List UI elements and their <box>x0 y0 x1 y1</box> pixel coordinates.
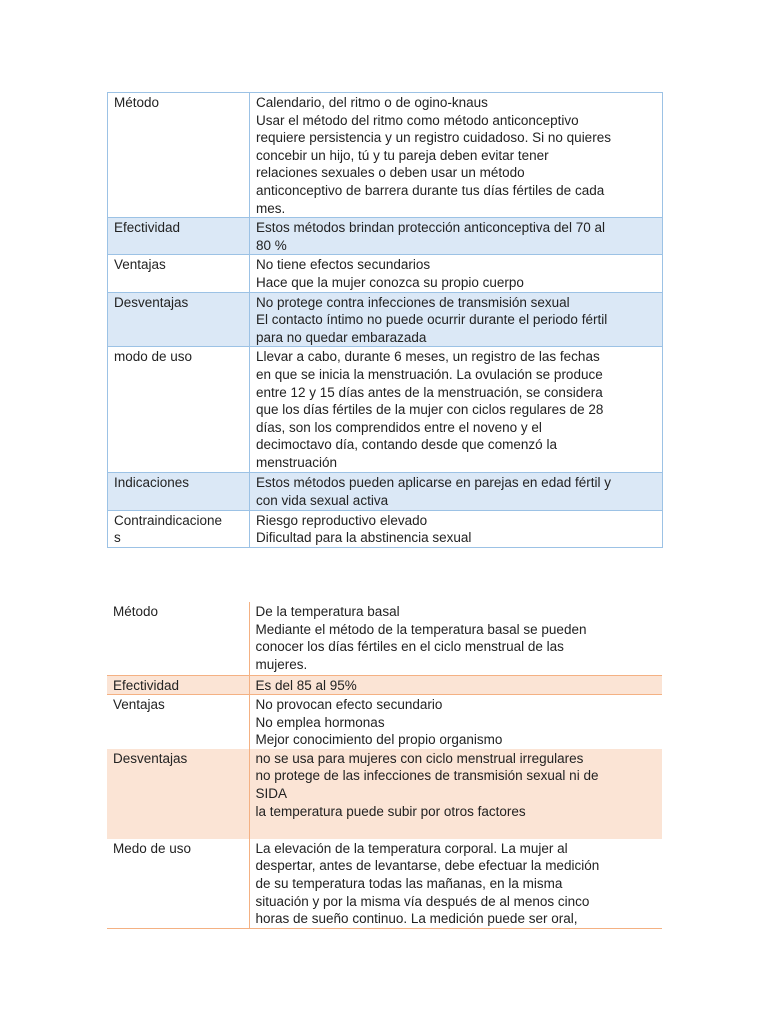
table-row-desventajas <box>107 749 662 839</box>
row-value: De la temperatura basal Mediante el método de la temperatura basal se pueden conocer los días fértiles en el ciclo menstrual de las mujeres. <box>255 604 587 672</box>
row-label: Indicaciones <box>108 473 250 510</box>
row-label: Efectividad <box>107 675 249 695</box>
table-row-desventajas <box>108 292 663 347</box>
table-row-contraindicaciones <box>108 510 663 547</box>
table-row-efectividad <box>108 218 663 255</box>
row-label: Efectividad <box>108 218 250 255</box>
table-row-efectividad <box>107 675 662 695</box>
method-table-basal-temperature <box>107 602 662 929</box>
row-label: Contraindicacione s <box>108 510 250 547</box>
row-value: Estos métodos pueden aplicarse en parejas en edad fértil y con vida sexual activa <box>250 473 663 510</box>
table-row-metodo <box>108 93 663 218</box>
row-value: La elevación de la temperatura corporal. La mujer al despertar, antes de levantarse, debe efectuar la medición de su temperatura todas las mañanas, en la misma situación y por la misma vía después de al menos cinco horas de sueño continuo. La medición puede ser oral, <box>249 839 662 929</box>
row-label: Desventajas <box>107 749 249 839</box>
row-value: No protege contra infecciones de transmisión sexual El contacto íntimo no puede ocurrir durante el periodo fértil para no quedar embarazada <box>250 292 663 347</box>
row-value: Llevar a cabo, durante 6 meses, un registro de las fechas en que se inicia la menstruación. La ovulación se produce entre 12 y 15 días antes de la menstruación, se considera que los días fértiles de la mujer con ciclos regulares de 28 días, son los comprendidos entre el noveno y el decimoctavo día, contando desde que comenzó la menstruación <box>250 347 663 473</box>
row-value: no se usa para mujeres con ciclo menstrual irregulares no protege de las infecciones de transmisión sexual ni de SIDA la temperatura puede subir por otros factores <box>249 749 662 839</box>
table-row-medo-de-uso <box>107 839 662 929</box>
row-label: Ventajas <box>108 255 250 292</box>
table-row-ventajas <box>108 255 663 292</box>
table-row-indicaciones <box>108 473 663 510</box>
row-label: Desventajas <box>108 292 250 347</box>
row-value: Es del 85 al 95% <box>249 675 662 695</box>
row-label: modo de uso <box>108 347 250 473</box>
row-label: Medo de uso <box>107 839 249 929</box>
row-label: Método <box>107 602 249 675</box>
row-value: No provocan efecto secundario No emplea hormonas Mejor conocimiento del propio organismo <box>255 697 503 748</box>
method-table-calendar <box>107 92 663 548</box>
row-label: Ventajas <box>107 695 249 749</box>
row-label: Método <box>108 93 250 218</box>
table-row-metodo <box>107 602 662 675</box>
table-row-ventajas <box>107 695 662 749</box>
row-value: Calendario, del ritmo o de ogino-knaus Usar el método del ritmo como método anticonceptivo requiere persistencia y un registro cuidadoso. Si no quieres concebir un hijo, tú y tu pareja deben evitar tener relaciones sexuales o deben usar un método anticonceptivo de barrera durante tus días fértiles de cada mes. <box>250 93 663 218</box>
row-value: Estos métodos brindan protección anticonceptiva del 70 al 80 % <box>250 218 663 255</box>
row-value: Riesgo reproductivo elevado Dificultad para la abstinencia sexual <box>250 510 663 547</box>
row-value: No tiene efectos secundarios Hace que la mujer conozca su propio cuerpo <box>250 255 663 292</box>
table-row-modo-de-uso <box>108 347 663 473</box>
